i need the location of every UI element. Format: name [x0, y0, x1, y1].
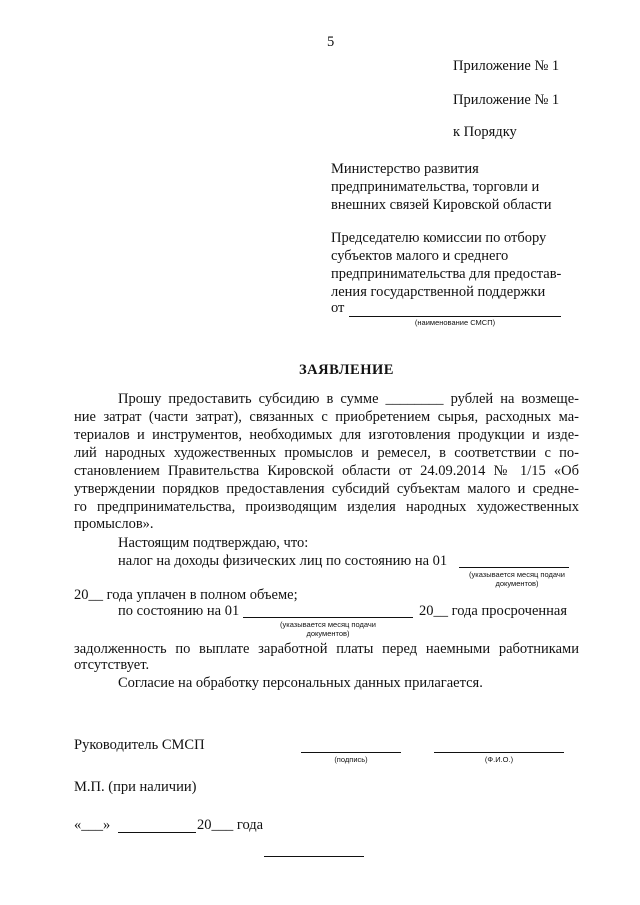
ministry-line: внешних связей Кировской области — [331, 197, 552, 213]
tax-month-caption: (указывается месяц подачи документов) — [469, 570, 565, 588]
as-of-caption: (указывается месяц подачи документов) — [280, 620, 376, 638]
full-name-caption: (Ф.И.О.) — [484, 755, 514, 764]
date-year: 20___ года — [197, 817, 264, 833]
date-day: «___» — [74, 817, 111, 833]
request-line: лий народных художественных промыслов и ремесел, в соответствии с по- — [74, 445, 579, 461]
signature-caption: (подпись) — [334, 755, 368, 764]
closing-divider — [264, 856, 364, 857]
request-line: ние затрат (части затрат), связанных с приобретением сырья, расходных ма- — [74, 409, 579, 425]
request-line: териалов и инструментов, необходимых для изготовления продукции и изде- — [74, 427, 579, 443]
request-line: промыслов». — [74, 516, 154, 532]
from-label: от — [331, 300, 345, 316]
chairman-line: ления государственной поддержки — [331, 284, 546, 300]
appendix-label: Приложение № 1 — [453, 58, 560, 74]
request-line: становлением Правительства Кировской области от 24.09.2014 № 1/15 «Об — [74, 463, 579, 479]
full-name-field[interactable] — [434, 752, 564, 753]
order-reference: к Порядку — [453, 124, 517, 140]
request-line: Прошу предоставить субсидию в сумме ________ рублей на возмеще- — [118, 391, 579, 407]
debt-statement: задолженность по выплате заработной платы перед наемными работниками — [74, 641, 579, 657]
appendix-label-repeat: Приложение № 1 — [453, 92, 560, 108]
stamp-label: М.П. (при наличии) — [74, 779, 197, 795]
page-number: 5 — [327, 34, 335, 50]
overdue-year: 20__ года просроченная — [419, 603, 568, 619]
paid-statement: 20__ года уплачен в полном объеме; — [74, 587, 298, 603]
signature-field[interactable] — [301, 752, 401, 753]
ministry-line: предпринимательства, торговли и — [331, 179, 540, 195]
chairman-line: Председателю комиссии по отбору — [331, 230, 547, 246]
from-caption: (наименование СМСП) — [414, 318, 496, 327]
document-title: ЗАЯВЛЕНИЕ — [299, 362, 394, 378]
as-of-month-field[interactable] — [243, 617, 413, 618]
request-line: утверждении порядков предоставления субсидий субъектам малого и средне- — [74, 481, 579, 497]
request-line: го предпринимательства, производящим изделия народных художественных — [74, 499, 579, 515]
head-label: Руководитель СМСП — [74, 737, 205, 753]
from-field-line[interactable] — [349, 316, 561, 317]
confirm-text: Настоящим подтверждаю, что: — [118, 535, 309, 551]
as-of-label: по состоянию на 01 — [118, 603, 240, 619]
chairman-line: субъектов малого и среднего — [331, 248, 509, 264]
date-month-field[interactable] — [118, 832, 196, 833]
debt-statement-end: отсутствует. — [74, 657, 150, 673]
chairman-line: предпринимательства для предостав- — [331, 266, 562, 282]
tax-month-field[interactable] — [459, 567, 569, 568]
consent-text: Согласие на обработку персональных данных прилагается. — [118, 675, 483, 691]
tax-statement: налог на доходы физических лиц по состоянию на 01 — [118, 553, 448, 569]
ministry-line: Министерство развития — [331, 161, 479, 177]
